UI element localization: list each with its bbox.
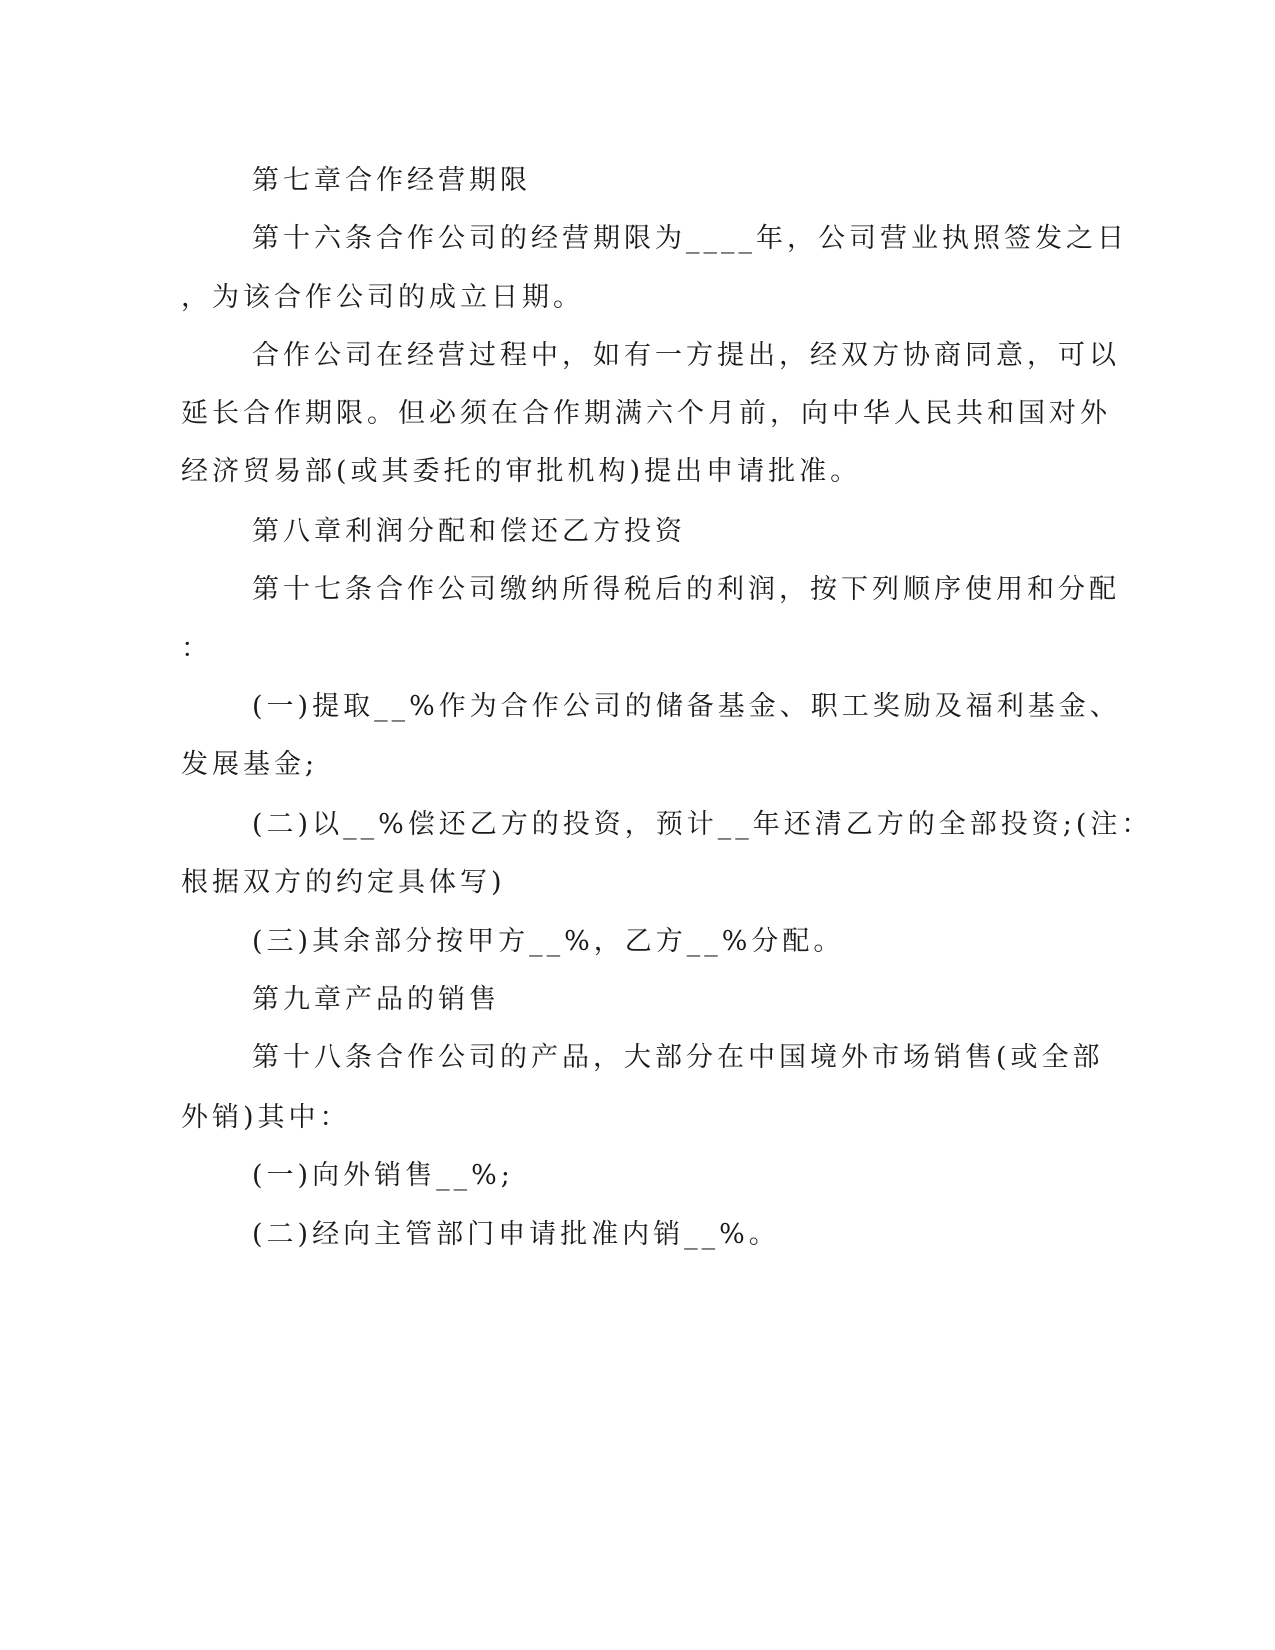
chapter-8-heading: 第八章利润分配和偿还乙方投资 <box>252 516 686 547</box>
sales-item-1: (一)向外销售__%; <box>252 1160 514 1191</box>
item-1-line-1: (一)提取__%作为合作公司的储备基金、职工奖励及福利基金、 <box>252 691 1121 722</box>
chapter-7-heading: 第七章合作经营期限 <box>252 165 531 196</box>
article-16-line-2: ，为该合作公司的成立日期。 <box>181 282 584 313</box>
item-3-line: (三)其余部分按甲方__%，乙方__%分配。 <box>252 926 845 957</box>
article-17-line-2: ： <box>181 633 212 664</box>
item-2-line-1: (二)以__%偿还乙方的投资，预计__年还清乙方的全部投资;(注： <box>252 809 1153 840</box>
extension-paragraph-line-1: 合作公司在经营过程中，如有一方提出，经双方协商同意，可以 <box>252 340 1120 371</box>
item-2-line-2: 根据双方的约定具体写) <box>181 867 506 898</box>
sales-item-2: (二)经向主管部门申请批准内销__%。 <box>252 1219 780 1250</box>
item-1-line-2: 发展基金; <box>181 749 319 780</box>
article-16-line-1: 第十六条合作公司的经营期限为____年，公司营业执照签发之日 <box>252 223 1128 254</box>
extension-paragraph-line-2: 延长合作期限。但必须在合作期满六个月前，向中华人民共和国对外 <box>181 398 1111 429</box>
chapter-9-heading: 第九章产品的销售 <box>252 984 500 1015</box>
article-18-line-1: 第十八条合作公司的产品，大部分在中国境外市场销售(或全部 <box>252 1042 1104 1073</box>
extension-paragraph-line-3: 经济贸易部(或其委托的审批机构)提出申请批准。 <box>181 456 862 487</box>
article-18-line-2: 外销)其中： <box>181 1102 351 1133</box>
article-17-line-1: 第十七条合作公司缴纳所得税后的利润，按下列顺序使用和分配 <box>252 574 1120 605</box>
